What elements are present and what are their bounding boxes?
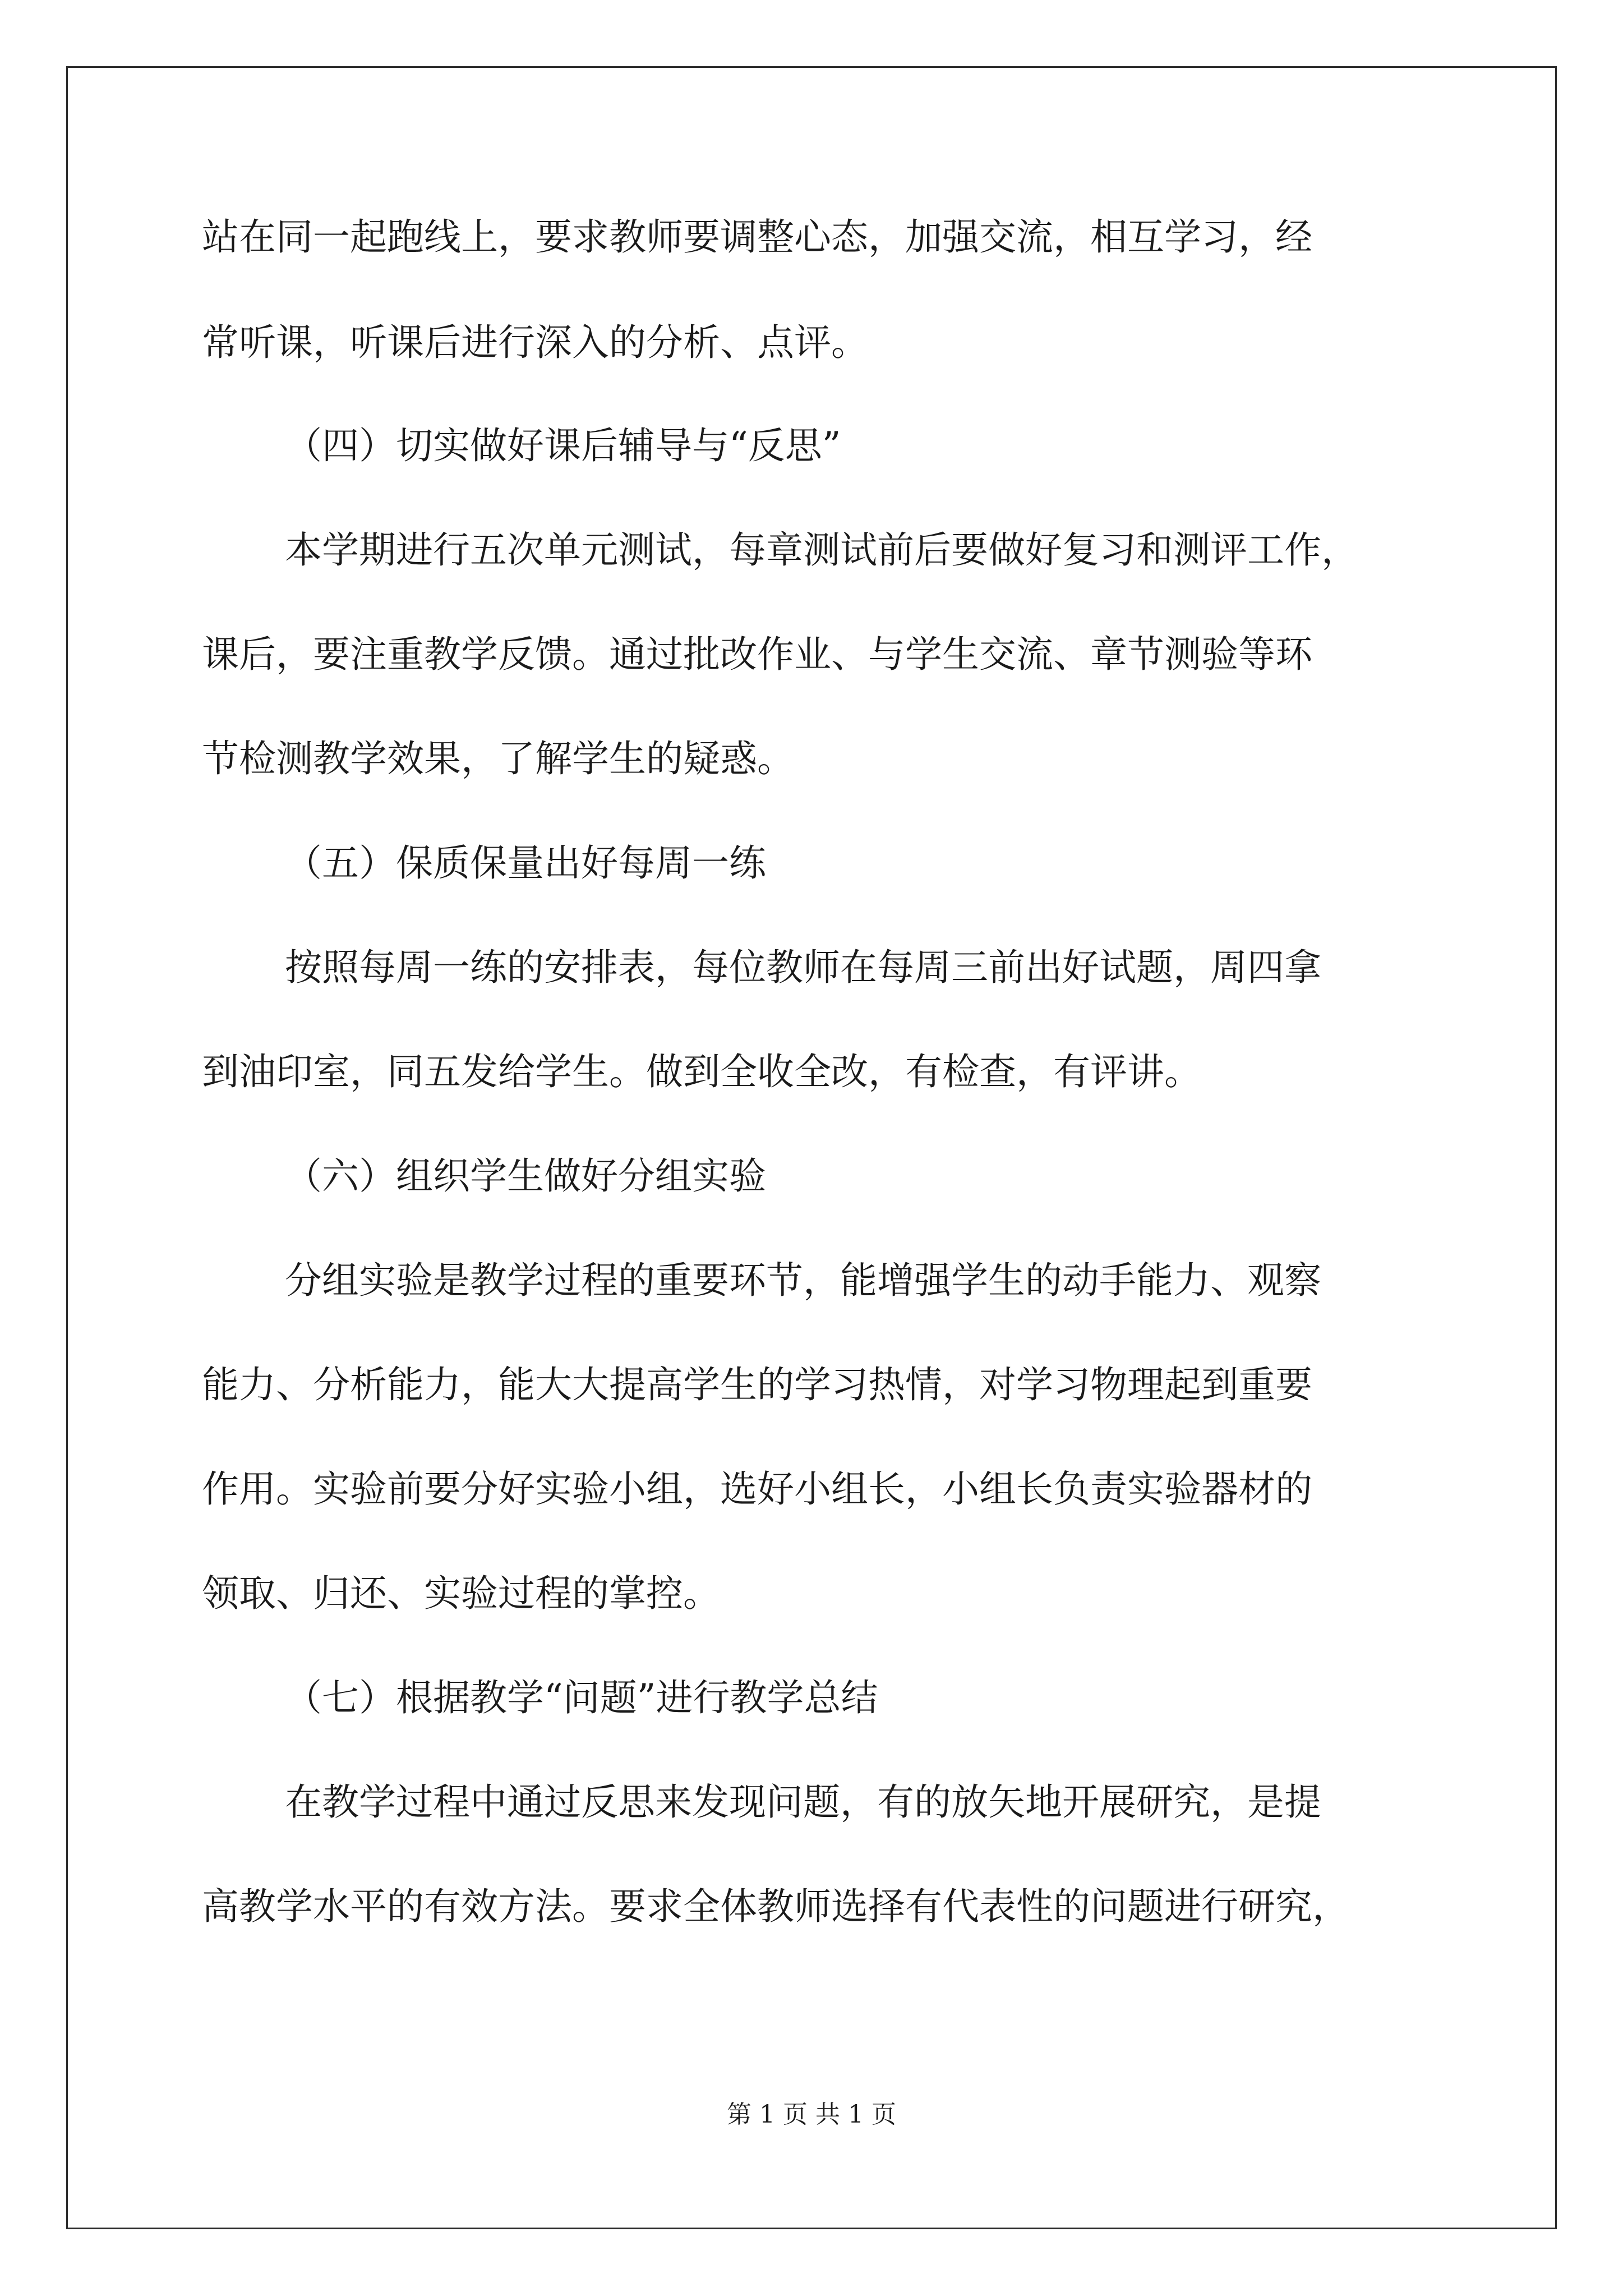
- section-heading: （四）切实做好课后辅导与“反思”: [285, 424, 841, 467]
- paragraph-line: 本学期进行五次单元测试，每章测试前后要做好复习和测评工作，: [285, 528, 1358, 572]
- paragraph-line: 课后，要注重教学反馈。通过批改作业、与学生交流、章节测验等环: [202, 633, 1312, 676]
- paragraph-line: 在教学过程中通过反思来发现问题，有的放矢地开展研究，是提: [285, 1780, 1321, 1824]
- page-footer: 第 1 页 共 1 页: [727, 2100, 896, 2129]
- paragraph-line: 按照每周一练的安排表，每位教师在每周三前出好试题，周四拿: [285, 946, 1321, 989]
- paragraph-line: 节检测教学效果，了解学生的疑惑。: [202, 737, 794, 780]
- paragraph-line: 到油印室，同五发给学生。做到全收全改，有检查，有评讲。: [202, 1050, 1201, 1093]
- paragraph-line: 分组实验是教学过程的重要环节，能增强学生的动手能力、观察: [285, 1259, 1321, 1302]
- paragraph-line: 能力、分析能力，能大大提高学生的学习热情，对学习物理起到重要: [202, 1363, 1312, 1406]
- paragraph-line: 领取、归还、实验过程的掌控。: [202, 1572, 720, 1615]
- paragraph-line: 作用。实验前要分好实验小组，选好小组长，小组长负责实验器材的: [202, 1467, 1312, 1511]
- paragraph-line: 常听课，听课后进行深入的分析、点评。: [202, 321, 868, 364]
- section-heading: （六）组织学生做好分组实验: [285, 1154, 766, 1198]
- section-heading: （七）根据教学“问题”进行教学总结: [285, 1676, 878, 1719]
- section-heading: （五）保质保量出好每周一练: [285, 841, 766, 885]
- paragraph-line: 高教学水平的有效方法。要求全体教师选择有代表性的问题进行研究，: [202, 1885, 1349, 1928]
- paragraph-line: 站在同一起跑线上，要求教师要调整心态，加强交流，相互学习，经: [202, 215, 1312, 259]
